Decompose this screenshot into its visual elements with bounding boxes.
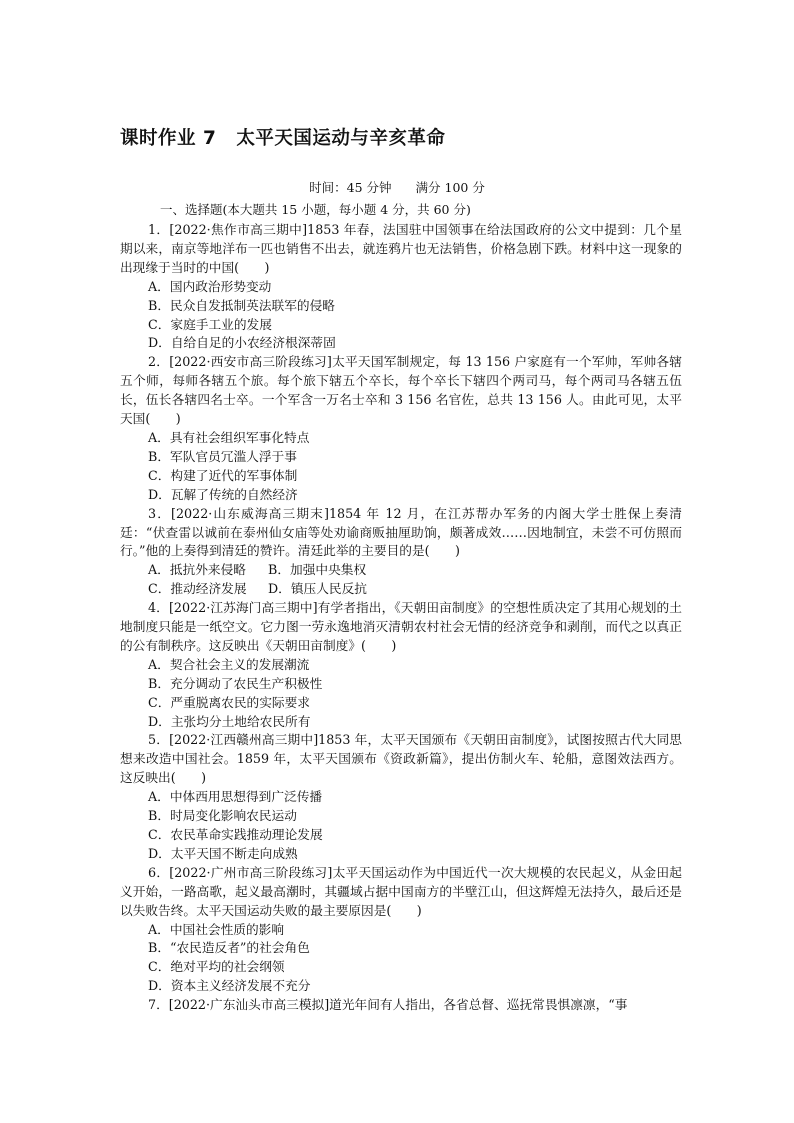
option-c: C．构建了近代的军事体制: [148, 467, 298, 483]
question-2: [120, 353, 682, 504]
question-5: [120, 731, 682, 863]
option-a: A．具有社会组织军事化特点: [148, 429, 310, 445]
option-a: A．中体西用思想得到广泛传播: [148, 789, 323, 805]
option-c: C．严重脱离农民的实际要求: [148, 694, 310, 710]
question-list: [120, 221, 682, 1015]
option-b: B．“农民造反者”的社会角色: [148, 940, 310, 956]
option-d: D．镇压人民反抗: [268, 581, 367, 597]
options-row: [120, 580, 682, 599]
option-d: D．瓦解了传统的自然经济: [148, 486, 298, 502]
option-b: B．加强中央集权: [268, 562, 367, 578]
option-a: A．国内政治形势变动: [148, 278, 272, 294]
question-6: [120, 864, 682, 996]
question-stem: 7．[2022·广东汕头市高三模拟]道光年间有人指出，各省总督、巡抚常畏惧凛凛，“事: [148, 997, 628, 1013]
options-row: [120, 561, 682, 580]
option-d: D．主张均分土地给农民所有: [148, 713, 311, 729]
section-heading: 一、选择题(本大题共 15 小题，每小题 4 分，共 60 分): [160, 202, 471, 217]
assignment-number: 课时作业 7: [120, 128, 217, 149]
time-limit: 时间：45 分钟: [309, 180, 392, 195]
option-c: C．农民革命实践推动理论发展: [148, 827, 323, 842]
question-stem: 3．[2022·山东威海高三期末]1854 年 12 月，在江苏帮办军务的内阁大学士胜保上奏清廷：“伏查雷以诚前在泰州仙女庙等处劝谕商贩抽厘助饷，颇著成效……因地制宜，未尝不可仿照而行。”他的上奏得到清廷的赞许。清廷此举的主要目的是( ): [120, 505, 682, 559]
option-c: C．家庭手工业的发展: [148, 316, 272, 332]
question-1: [120, 221, 682, 353]
question-stem: 1．[2022·焦作市高三期中]1853 年春，法国驻中国领事在给法国政府的公文中提到：几个星期以来，南京等地洋布一匹也销售不出去，就连鸦片也无法销售，价格急剧下跌。材料中这一现象的出现缘于当时的中国( ): [120, 222, 682, 275]
page-title: [120, 124, 445, 150]
question-stem: 4．[2022·江苏海门高三期中]有学者指出，《天朝田亩制度》的空想性质决定了其用心规划的土地制度只能是一纸空文。它力图一劳永逸地消灭清朝农村社会无情的经济竞争和剥削，而代之以真正的公有制秩序。这反映出《天朝田亩制度》( ): [120, 600, 682, 653]
exam-meta: [0, 178, 794, 196]
option-a: A．中国社会性质的影响: [148, 921, 285, 937]
option-a: A．契合社会主义的发展潮流: [148, 656, 310, 672]
option-b: B．民众自发抵制英法联军的侵略: [148, 297, 335, 313]
option-c: C．推动经济发展: [148, 581, 247, 597]
question-4: [120, 599, 682, 731]
full-score: 满分 100 分: [415, 180, 485, 195]
option-d: D．资本主义经济发展不充分: [148, 978, 311, 994]
option-a: A．抵抗外来侵略: [148, 562, 246, 578]
option-d: D．太平天国不断走向成熟: [148, 845, 298, 861]
assignment-topic: 太平天国运动与辛亥革命: [236, 128, 446, 149]
question-3: [120, 505, 682, 600]
question-stem: 2．[2022·西安市高三阶段练习]太平天国军制规定，每 13 156 户家庭有一个军帅，军帅各辖五个师，每师各辖五个旅。每个旅下辖五个卒长，每个卒长下辖四个两司马，每个两司马各辖五伍长，伍长各辖四名士卒。一个军含一万名士卒和 3 156 名官佐，总共 13 156 人。由此可见，太平天国( ): [120, 354, 682, 427]
option-b: B．军队官员冗滥人浮于事: [148, 448, 297, 464]
question-stem: 6．[2022·广州市高三阶段练习]太平天国运动作为中国近代一次大规模的农民起义，从金田起义开始，一路高歌，起义最高潮时，其疆域占据中国南方的半壁江山，但这辉煌无法持久，最后还是以失败告终。太平天国运动失败的最主要原因是( ): [120, 864, 682, 918]
question-stem: 5．[2022·江西赣州高三期中]1853 年，太平天国颁布《天朝田亩制度》，试图按照古代大同思想来改造中国社会。1859 年，太平天国颁布《资政新篇》，提出仿制火车、轮船，意图效法西方。这反映出( ): [120, 732, 682, 786]
option-b: B．时局变化影响农民运动: [148, 808, 297, 824]
option-b: B．充分调动了农民生产积极性: [148, 675, 323, 691]
option-d: D．自给自足的小农经济根深蒂固: [148, 335, 336, 351]
question-7: [120, 996, 682, 1015]
option-c: C．绝对平均的社会纲领: [148, 959, 285, 975]
